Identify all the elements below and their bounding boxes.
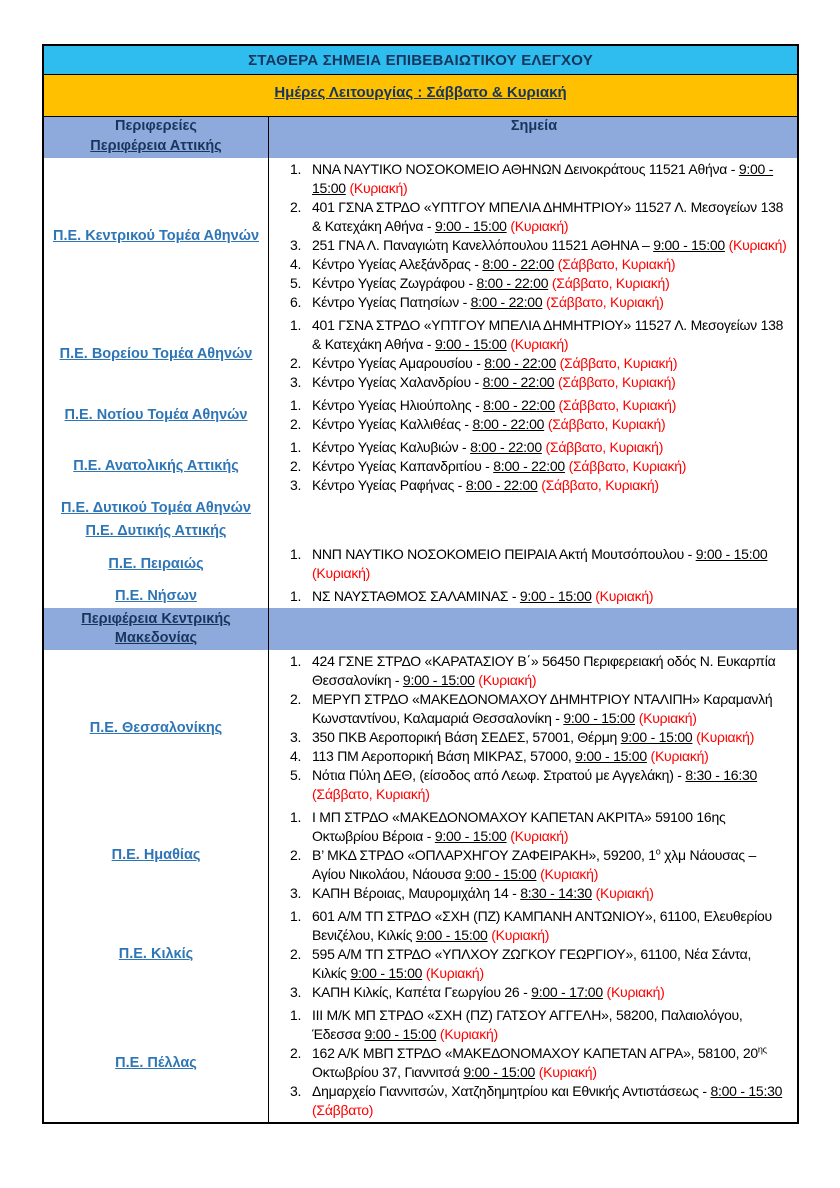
points-list bbox=[279, 438, 789, 495]
region-cell bbox=[44, 585, 269, 608]
region-link[interactable]: Π.Ε. Δυτικής Αττικής bbox=[85, 523, 227, 539]
points-list bbox=[279, 1006, 789, 1120]
point-text: Κέντρο Υγείας Καπανδριτίου - 8:00 - 22:00 (Σάββατο, Κυριακή) bbox=[312, 458, 687, 474]
points-cell bbox=[269, 497, 797, 520]
point-days: (Σάββατο, Κυριακή) bbox=[557, 256, 676, 272]
point-item bbox=[279, 587, 789, 606]
point-days: (Κυριακή) bbox=[595, 885, 654, 901]
points-cell bbox=[269, 1004, 797, 1122]
point-text: Κέντρο Υγείας Καλυβιών - 8:00 - 22:00 (Σάββατο, Κυριακή) bbox=[312, 439, 664, 455]
region-cell bbox=[44, 436, 269, 497]
point-days: (Κυριακή) bbox=[312, 565, 371, 581]
points-cell bbox=[269, 806, 797, 905]
point-text: 251 ΓΝΑ Λ. Παναγιώτη Κανελλόπουλου 11521 ΑΘΗΝΑ – 9:00 - 15:00 (Κυριακή) bbox=[312, 237, 787, 253]
point-days: (Κυριακή) bbox=[349, 180, 408, 196]
point-text: 424 ΓΣΝΕ ΣΤΡΔΟ «ΚΑΡΑΤΑΣΙΟΥ Β΄» 56450 Περιφερειακή οδός Ν. Ευκαρπία Θεσσαλονίκη - 9:00 - 15:00 (Κυριακή) bbox=[312, 653, 776, 688]
point-number: 2. bbox=[290, 355, 302, 371]
region-link[interactable]: Π.Ε. Ημαθίας bbox=[111, 847, 201, 863]
region-link[interactable]: Π.Ε. Πειραιώς bbox=[108, 555, 204, 572]
point-item bbox=[279, 438, 789, 457]
region-link[interactable]: Π.Ε. Κιλκίς bbox=[118, 946, 194, 962]
region-row bbox=[44, 905, 797, 1004]
point-number: 6. bbox=[290, 294, 302, 310]
point-text: Κέντρο Υγείας Ηλιούπολης - 8:00 - 22:00 (Σάββατο, Κυριακή) bbox=[312, 397, 677, 413]
region-cell bbox=[44, 520, 269, 543]
point-number: 4. bbox=[290, 748, 302, 764]
point-days: (Κυριακή) bbox=[439, 1026, 498, 1042]
point-text: Κέντρο Υγείας Πατησίων - 8:00 - 22:00 (Σάββατο, Κυριακή) bbox=[312, 294, 664, 310]
point-hours: 8:00 - 22:00 bbox=[472, 416, 545, 432]
point-days: (Κυριακή) bbox=[510, 336, 569, 352]
point-number: 1. bbox=[290, 809, 302, 825]
region-link[interactable]: Π.Ε. Νήσων bbox=[115, 588, 197, 604]
region-row bbox=[44, 520, 797, 543]
point-text: Β’ ΜΚΔ ΣΤΡΔΟ «ΟΠΛΑΡΧΗΓΟΥ ΖΑΦΕΙΡΑΚΗ», 59200, $1^o$ χλμ Νάουσας – Αγίου Νικολάου, Νάουσα 9:00 - 15:00 (Κυριακή) bbox=[312, 846, 757, 882]
point-item bbox=[279, 983, 789, 1002]
point-days: (Κυριακή) bbox=[595, 588, 654, 604]
point-hours: 9:00 - 15:00 bbox=[415, 927, 488, 943]
point-hours: 8:00 - 22:00 bbox=[465, 477, 538, 493]
point-days: (Σάββατο, Κυριακή) bbox=[545, 439, 664, 455]
point-number: 1. bbox=[290, 397, 302, 413]
point-number: 5. bbox=[290, 275, 302, 291]
point-item bbox=[279, 415, 789, 434]
point-hours: 9:00 - 15:00 bbox=[563, 710, 636, 726]
region-row bbox=[44, 314, 797, 394]
points-list bbox=[279, 907, 789, 1002]
region-link[interactable]: Π.Ε. Βορείου Τομέα Αθηνών bbox=[59, 345, 253, 362]
point-hours: 8:00 - 15:30 bbox=[710, 1083, 783, 1099]
region-cell bbox=[44, 650, 269, 806]
points-cell bbox=[269, 314, 797, 394]
point-number: 3. bbox=[290, 477, 302, 493]
points-list bbox=[279, 160, 789, 312]
point-number: 3. bbox=[290, 984, 302, 1000]
point-number: 1. bbox=[290, 653, 302, 669]
region-cell bbox=[44, 314, 269, 394]
point-hours: 8:30 - 16:30 bbox=[685, 767, 758, 783]
point-item bbox=[279, 846, 789, 884]
point-number: 2. bbox=[290, 691, 302, 707]
point-days: (Σάββατο, Κυριακή) bbox=[551, 275, 670, 291]
point-number: 4. bbox=[290, 256, 302, 272]
points-cell bbox=[269, 543, 797, 585]
point-item bbox=[279, 316, 789, 354]
point-number: 2. bbox=[290, 199, 302, 215]
point-number: 1. bbox=[290, 439, 302, 455]
point-item bbox=[279, 766, 789, 804]
point-text: ΜΕΡΥΠ ΣΤΡΔΟ «ΜΑΚΕΔΟΝΟΜΑΧΟΥ ΔΗΜΗΤΡΙΟΥ ΝΤΑΛΙΠΗ» Καραμανλή Κωνσταντίνου, Καλαμαριά Θεσσαλονίκη - 9:00 - 15:00 (Κυριακή) bbox=[312, 691, 773, 726]
point-days: (Σάββατο, Κυριακή) bbox=[568, 458, 687, 474]
point-text: ΚΑΠΗ Βέροιας, Μαυρομιχάλη 14 - 8:30 - 14:30 (Κυριακή) bbox=[312, 885, 654, 901]
region-cell bbox=[44, 394, 269, 436]
region-row bbox=[44, 650, 797, 806]
region-cell bbox=[44, 806, 269, 905]
points-cell bbox=[269, 158, 797, 314]
point-days: (Κυριακή) bbox=[510, 828, 569, 844]
point-hours: 9:00 - 15:00 bbox=[653, 237, 725, 253]
region-cell bbox=[44, 158, 269, 314]
point-hours: 9:00 - 15:00 bbox=[350, 965, 423, 981]
section-header-empty-cell bbox=[269, 135, 797, 158]
point-number: 1. bbox=[290, 546, 302, 562]
section-header-label: Περιφέρεια Κεντρικής Μακεδονίας bbox=[81, 611, 231, 646]
column-header-points: Σημεία bbox=[510, 118, 558, 134]
points-cell bbox=[269, 585, 797, 608]
point-number: 3. bbox=[290, 237, 302, 253]
point-text: 595 Α/Μ ΤΠ ΣΤΡΔΟ «ΥΠΛΧΟΥ ΖΩΓΚΟΥ ΓΕΩΡΓΙΟΥ», 61100, Νέα Σάντα, Κιλκίς 9:00 - 15:00 (Κυριακή) bbox=[312, 946, 752, 981]
point-days: (Σάββατο) bbox=[312, 1102, 374, 1118]
point-hours: 8:00 - 22:00 bbox=[483, 397, 555, 413]
point-item bbox=[279, 255, 789, 274]
point-text: ΝΝΠ ΝΑΥΤΙΚΟ ΝΟΣΟΚΟΜΕΙΟ ΠΕΙΡΑΙΑ Ακτή Μουτσόπουλου - 9:00 - 15:00 (Κυριακή) bbox=[312, 546, 768, 581]
point-number: 3. bbox=[290, 1083, 302, 1099]
point-number: 2. bbox=[290, 1045, 302, 1061]
point-text: Ι ΜΠ ΣΤΡΔΟ «ΜΑΚΕΔΟΝΟΜΑΧΟΥ ΚΑΠΕΤΑΝ ΑΚΡΙΤΑ» 59100 16ης Οκτωβρίου Βέροια - 9:00 - 15:00 (Κυριακή) bbox=[312, 809, 726, 844]
column-header-row bbox=[44, 116, 797, 135]
section-header-row bbox=[44, 608, 797, 650]
point-days: (Σάββατο, Κυριακή) bbox=[557, 374, 676, 390]
region-row bbox=[44, 394, 797, 436]
point-hours: 9:00 - 15:00 bbox=[620, 729, 693, 745]
page-title: ΣΤΑΘΕΡΑ ΣΗΜΕΙΑ ΕΠΙΒΕΒΑΙΩΤΙΚΟΥ ΕΛΕΓΧΟΥ bbox=[44, 46, 797, 74]
point-hours: 8:00 - 22:00 bbox=[482, 374, 555, 390]
point-text: 401 ΓΣΝΑ ΣΤΡΔΟ «ΥΠΤΓΟΥ ΜΠΕΛΙΑ ΔΗΜΗΤΡΙΟΥ» 11527 Λ. Μεσογείων 138 & Κατεχάκη Αθήνα - 9:00 - 15:00 (Κυριακή) bbox=[312, 199, 784, 234]
point-days: (Κυριακή) bbox=[638, 710, 697, 726]
points-list bbox=[279, 316, 789, 392]
region-cell bbox=[44, 497, 269, 520]
point-text: Νότια Πύλη ΔΕΘ, (είσοδος από Λεωφ. Στρατού με Αγγελάκη) - 8:30 - 16:30 (Σάββατο, Κυριακή) bbox=[312, 767, 758, 802]
region-cell bbox=[44, 905, 269, 1004]
point-hours: 8:00 - 22:00 bbox=[484, 355, 556, 371]
point-number: 1. bbox=[290, 908, 302, 924]
point-days: (Κυριακή) bbox=[696, 729, 755, 745]
point-item bbox=[279, 884, 789, 903]
point-text: 601 Α/Μ ΤΠ ΣΤΡΔΟ «ΣΧΗ (ΠΖ) ΚΑΜΠΑΝΗ ΑΝΤΩΝΙΟΥ», 61100, Ελευθερίου Βενιζέλου, Κιλκίς 9:00 - 15:00 (Κυριακή) bbox=[312, 908, 772, 943]
point-hours: 9:00 - 15:00 bbox=[402, 672, 475, 688]
point-number: 1. bbox=[290, 1007, 302, 1023]
point-hours: 9:00 - 15:00 bbox=[463, 1064, 536, 1080]
point-text: ΝΝΑ ΝΑΥΤΙΚΟ ΝΟΣΟΚΟΜΕΙΟ ΑΘΗΝΩΝ Δεινοκράτους 11521 Αθήνα - 9:00 - 15:00 (Κυριακή) bbox=[312, 161, 774, 196]
point-number: 3. bbox=[290, 885, 302, 901]
point-days: (Κυριακή) bbox=[425, 965, 484, 981]
point-item bbox=[279, 652, 789, 690]
region-row bbox=[44, 158, 797, 314]
region-row bbox=[44, 497, 797, 520]
region-link[interactable]: Π.Ε. Πέλλας bbox=[115, 1054, 197, 1071]
point-item bbox=[279, 274, 789, 293]
point-number: 1. bbox=[290, 317, 302, 333]
points-cell bbox=[269, 436, 797, 497]
point-text: Κέντρο Υγείας Χαλανδρίου - 8:00 - 22:00 (Σάββατο, Κυριακή) bbox=[312, 374, 676, 390]
point-text: ΙΙΙ Μ/Κ ΜΠ ΣΤΡΔΟ «ΣΧΗ (ΠΖ) ΓΑΤΣΟΥ ΑΓΓΕΛΗ», 58200, Παλαιολόγου, Έδεσσα 9:00 - 15:00 (Κυριακή) bbox=[312, 1007, 743, 1042]
point-item bbox=[279, 476, 789, 495]
point-text: Κέντρο Υγείας Αμαρουσίου - 8:00 - 22:00 (Σάββατο, Κυριακή) bbox=[312, 355, 678, 371]
point-days: (Κυριακή) bbox=[540, 866, 599, 882]
point-item bbox=[279, 907, 789, 945]
points-list bbox=[279, 545, 789, 583]
point-text: ΚΑΠΗ Κιλκίς, Καπέτα Γεωργίου 26 - 9:00 - 17:00 (Κυριακή) bbox=[312, 984, 665, 1000]
point-hours: 8:00 - 22:00 bbox=[476, 275, 549, 291]
point-days: (Κυριακή) bbox=[478, 672, 537, 688]
point-item bbox=[279, 293, 789, 312]
ordinal-superscript: ο bbox=[655, 846, 661, 857]
points-cell bbox=[269, 650, 797, 806]
point-item bbox=[279, 545, 789, 583]
region-cell bbox=[44, 1004, 269, 1122]
section-header-label: Περιφέρεια Αττικής bbox=[90, 138, 222, 154]
point-item bbox=[279, 945, 789, 983]
point-item bbox=[279, 808, 789, 846]
point-text: Κέντρο Υγείας Ζωγράφου - 8:00 - 22:00 (Σάββατο, Κυριακή) bbox=[312, 275, 670, 291]
region-link[interactable]: Π.Ε. Δυτικού Τομέα Αθηνών bbox=[61, 500, 251, 516]
point-item bbox=[279, 747, 789, 766]
operating-days-row bbox=[44, 74, 797, 116]
point-text: Κέντρο Υγείας Ραφήνας - 8:00 - 22:00 (Σάββατο, Κυριακή) bbox=[312, 477, 659, 493]
ordinal-superscript: ης bbox=[757, 1044, 767, 1055]
point-item bbox=[279, 690, 789, 728]
region-row bbox=[44, 585, 797, 608]
point-days: (Σάββατο, Κυριακή) bbox=[558, 397, 677, 413]
point-item bbox=[279, 354, 789, 373]
region-row bbox=[44, 543, 797, 585]
point-hours: 8:00 - 22:00 bbox=[470, 294, 543, 310]
point-hours: 9:00 - 15:00 bbox=[434, 828, 507, 844]
point-text: Κέντρο Υγείας Αλεξάνδρας - 8:00 - 22:00 (Σάββατο, Κυριακή) bbox=[312, 256, 676, 272]
point-days: (Κυριακή) bbox=[728, 237, 787, 253]
point-number: 2. bbox=[290, 946, 302, 962]
point-hours: 9:00 - 15:00 bbox=[464, 866, 537, 882]
region-row bbox=[44, 436, 797, 497]
point-item bbox=[279, 728, 789, 747]
region-row bbox=[44, 806, 797, 905]
point-days: (Κυριακή) bbox=[491, 927, 550, 943]
points-list bbox=[279, 652, 789, 804]
point-hours: 9:00 - 15:00 bbox=[434, 218, 507, 234]
point-number: 2. bbox=[290, 458, 302, 474]
points-cell bbox=[269, 394, 797, 436]
region-link[interactable]: Π.Ε. Νοτίου Τομέα Αθηνών bbox=[64, 406, 248, 423]
point-days: (Σάββατο, Κυριακή) bbox=[547, 416, 666, 432]
point-hours: 8:00 - 22:00 bbox=[482, 256, 555, 272]
region-link[interactable]: Π.Ε. Θεσσαλονίκης bbox=[89, 719, 223, 736]
points-cell bbox=[269, 520, 797, 543]
point-days: (Σάββατο, Κυριακή) bbox=[546, 294, 664, 310]
point-days: (Κυριακή) bbox=[606, 984, 665, 1000]
point-hours: 9:00 - 15:00 bbox=[575, 748, 647, 764]
section-header-row bbox=[44, 135, 797, 158]
point-item bbox=[279, 1044, 789, 1082]
operating-days-label: Ημέρες Λειτουργίας : Σάββατο & Κυριακή bbox=[274, 84, 567, 101]
point-number: 2. bbox=[290, 416, 302, 432]
point-hours: 8:00 - 22:00 bbox=[493, 458, 565, 474]
point-item bbox=[279, 1006, 789, 1044]
point-number: 3. bbox=[290, 729, 302, 745]
point-hours: 8:30 - 14:30 bbox=[520, 885, 592, 901]
point-item bbox=[279, 373, 789, 392]
point-hours: 9:00 - 15:00 bbox=[312, 161, 774, 196]
section-header-empty-cell bbox=[269, 608, 797, 650]
point-item bbox=[279, 1082, 789, 1120]
points-list bbox=[279, 396, 789, 434]
point-days: (Κυριακή) bbox=[510, 218, 569, 234]
region-row bbox=[44, 1004, 797, 1122]
point-text: 162 Α/Κ ΜΒΠ ΣΤΡΔΟ «ΜΑΚΕΔΟΝΟΜΑΧΟΥ ΚΑΠΕΤΑΝ ΑΓΡΑ», 58100, $20^{\eta\varsigma}$ Οκτωβρίου 37, Γιαννιτσά 9:00 - 15:00 (Κυριακή) bbox=[312, 1044, 767, 1080]
point-item bbox=[279, 236, 789, 255]
point-item bbox=[279, 396, 789, 415]
point-hours: 9:00 - 17:00 bbox=[531, 984, 603, 1000]
point-hours: 9:00 - 15:00 bbox=[695, 546, 768, 562]
region-link[interactable]: Π.Ε. Κεντρικού Τομέα Αθηνών bbox=[52, 227, 260, 244]
point-item bbox=[279, 457, 789, 476]
point-text: Κέντρο Υγείας Καλλιθέας - 8:00 - 22:00 (Σάββατο, Κυριακή) bbox=[312, 416, 666, 432]
points-list bbox=[279, 587, 789, 606]
point-number: 1. bbox=[290, 588, 302, 604]
point-text: 113 ΠΜ Αεροπορική Βάση ΜΙΚΡΑΣ, 57000, 9:00 - 15:00 (Κυριακή) bbox=[312, 748, 709, 764]
point-text: 401 ΓΣΝΑ ΣΤΡΔΟ «ΥΠΤΓΟΥ ΜΠΕΛΙΑ ΔΗΜΗΤΡΙΟΥ» 11527 Λ. Μεσογείων 138 & Κατεχάκη Αθήνα - 9:00 - 15:00 (Κυριακή) bbox=[312, 317, 784, 352]
point-text: ΝΣ ΝΑΥΣΤΑΘΜΟΣ ΣΑΛΑΜΙΝΑΣ - 9:00 - 15:00 (Κυριακή) bbox=[312, 588, 654, 604]
point-hours: 9:00 - 15:00 bbox=[434, 336, 507, 352]
point-hours: 9:00 - 15:00 bbox=[519, 588, 592, 604]
region-cell bbox=[44, 543, 269, 585]
point-days: (Κυριακή) bbox=[650, 748, 709, 764]
points-list bbox=[279, 808, 789, 903]
region-link[interactable]: Π.Ε. Ανατολικής Αττικής bbox=[73, 458, 239, 474]
section-header-cell bbox=[44, 135, 269, 158]
point-item bbox=[279, 198, 789, 236]
point-text: Δημαρχείο Γιαννιτσών, Χατζηδημητρίου και Εθνικής Αντιστάσεως - 8:00 - 15:30 (Σάββατο) bbox=[312, 1083, 783, 1118]
point-days: (Σάββατο, Κυριακή) bbox=[541, 477, 659, 493]
point-days: (Σάββατο, Κυριακή) bbox=[559, 355, 678, 371]
point-text: 350 ΠΚΒ Αεροπορική Βάση ΣΕΔΕΣ, 57001, Θέρμη 9:00 - 15:00 (Κυριακή) bbox=[312, 729, 755, 745]
point-number: 1. bbox=[290, 161, 302, 177]
point-hours: 9:00 - 15:00 bbox=[364, 1026, 437, 1042]
point-days: (Σάββατο, Κυριακή) bbox=[312, 786, 430, 802]
section-header-cell bbox=[44, 608, 269, 650]
points-cell bbox=[269, 905, 797, 1004]
point-days: (Κυριακή) bbox=[538, 1064, 597, 1080]
point-number: 5. bbox=[290, 767, 302, 783]
point-number: 3. bbox=[290, 374, 302, 390]
point-number: 2. bbox=[290, 847, 302, 863]
column-header-regions: Περιφερείες bbox=[44, 117, 269, 135]
point-hours: 8:00 - 22:00 bbox=[470, 439, 542, 455]
point-item bbox=[279, 160, 789, 198]
checkpoints-table bbox=[42, 44, 799, 1124]
